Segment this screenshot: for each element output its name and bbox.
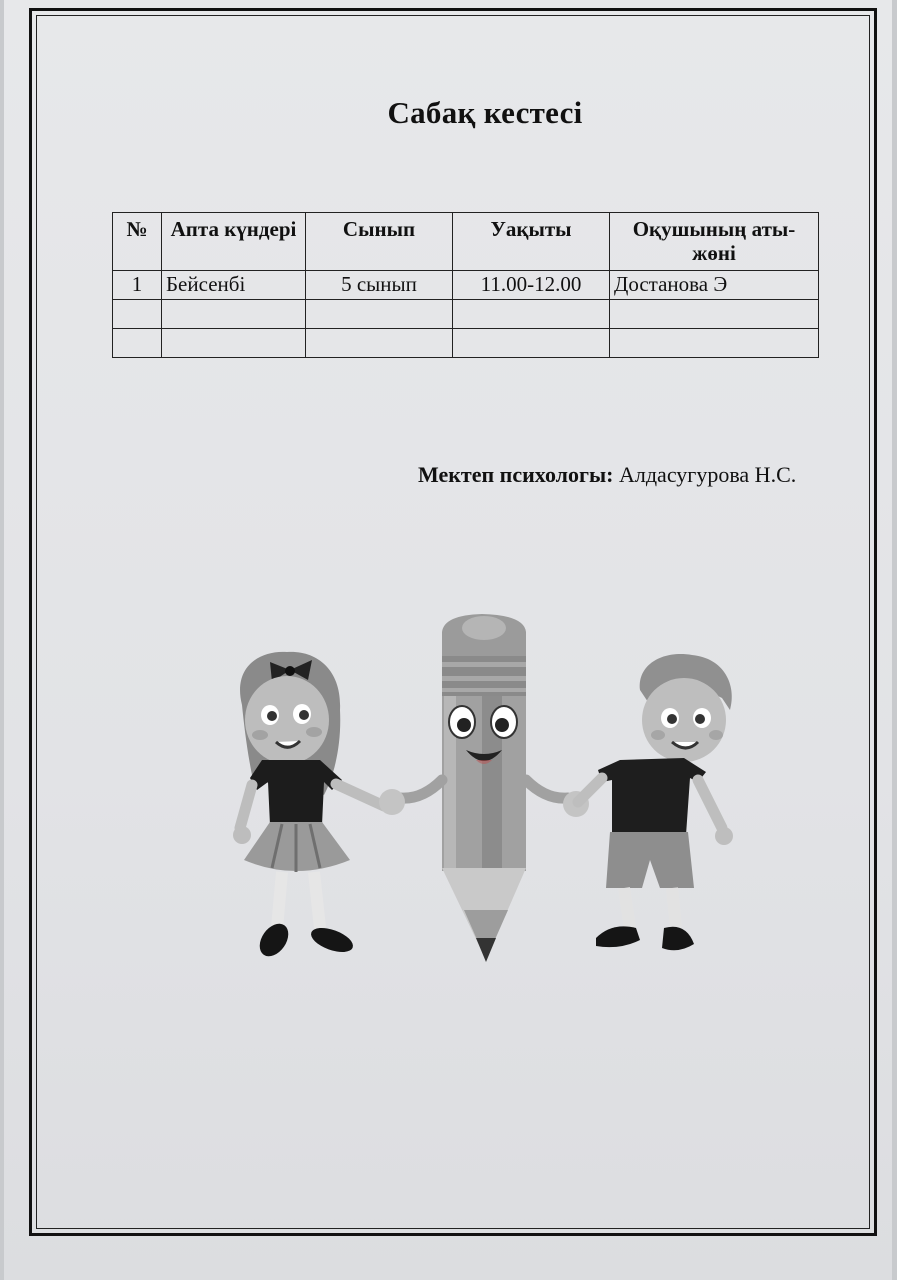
header-time: Уақыты xyxy=(453,213,610,271)
cell-student-name xyxy=(610,300,819,329)
header-weekday: Апта күндері xyxy=(162,213,306,271)
cell-time xyxy=(453,300,610,329)
schedule-table xyxy=(112,212,819,358)
girl-figure xyxy=(233,652,384,962)
cell-student-name: Достанова Э xyxy=(610,271,819,300)
cell-weekday: Бейсенбі xyxy=(162,271,306,300)
cell-number xyxy=(113,329,162,358)
cell-number xyxy=(113,300,162,329)
cell-student-name xyxy=(610,329,819,358)
children-with-pencil-illustration xyxy=(232,610,742,975)
signature-line xyxy=(418,462,796,488)
header-class: Сынып xyxy=(306,213,453,271)
pencil-figure xyxy=(379,614,589,962)
cell-weekday xyxy=(162,329,306,358)
table-row xyxy=(113,300,819,329)
header-student-name: Оқушының аты-жөні xyxy=(610,213,819,271)
signature-label: Мектеп психологы: xyxy=(418,462,614,487)
page-title: Сабақ кестесі xyxy=(387,95,583,130)
table-row xyxy=(113,329,819,358)
header-number: № xyxy=(113,213,162,271)
cell-number: 1 xyxy=(113,271,162,300)
cell-class: 5 сынып xyxy=(306,271,453,300)
table-header-row xyxy=(113,213,819,271)
table-row xyxy=(113,271,819,300)
cell-weekday xyxy=(162,300,306,329)
cell-class xyxy=(306,329,453,358)
cell-time: 11.00-12.00 xyxy=(453,271,610,300)
cell-class xyxy=(306,300,453,329)
cell-time xyxy=(453,329,610,358)
illustration-svg xyxy=(232,610,742,975)
boy-figure xyxy=(578,654,733,950)
signature-name: Алдасугурова Н.С. xyxy=(619,462,797,487)
